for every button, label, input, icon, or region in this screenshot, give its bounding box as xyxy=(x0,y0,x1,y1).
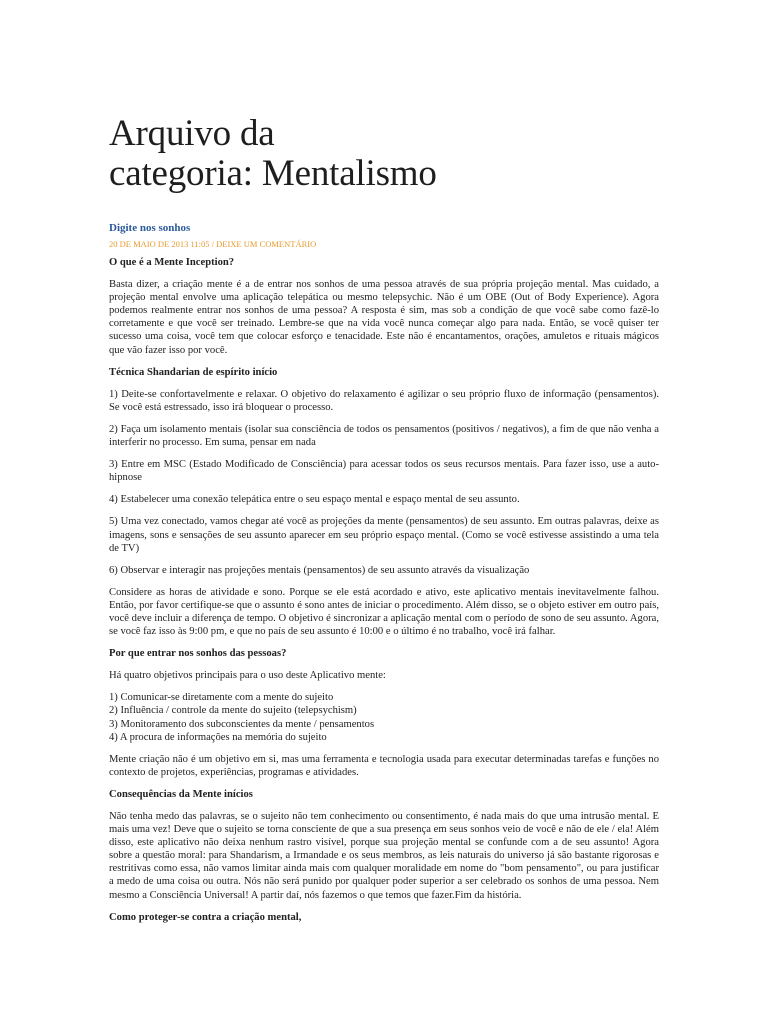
section-heading: O que é a Mente Inception? xyxy=(109,257,235,268)
step-1: 1) Deite-se confortavelmente e relaxar. O objetivo do relaxamento é agilizar o seu próprio fluxo de informação (pensamentos). Se você está estressado, isso irá bloquear o processo. xyxy=(109,388,659,413)
paragraph: Basta dizer, a criação mente é a de entrar nos sonhos de uma pessoa através de sua própria projeção mental. Mas cuidado, a projeção mental envolve uma aplicação telepática ou mesmo telepsychic. Não é um OBE (Out of Body Experience). Agora podemos realmente entrar nos sonhos de uma pessoa? A resposta é sim, mas sob a condição de que você sabe como fazê-lo corretamente e que você ser treinado. Lembre-se que na vida você nunca começar algo para nada. Então, se você quiser ter sucesso uma coisa, você tem que colocar esforço e tenacidade. Este não é encantamentos, orações, amuletos e rituais mágicos que vão fazer isso por você. xyxy=(109,279,659,356)
post-title-link[interactable]: Digite nos sonhos xyxy=(109,222,191,234)
list-item: 2) Influência / controle da mente do sujeito (telepsychism) xyxy=(109,705,357,717)
step-4: 4) Estabelecer uma conexão telepática entre o seu espaço mental e espaço mental de seu assunto. xyxy=(109,494,520,506)
paragraph: Considere as horas de atividade e sono. Porque se ele está acordado e ativo, este aplicativo mentais inevitavelmente falhou. Então, por favor certifique-se que o assunto é sono antes de iniciar o procedimento. Além disso, se o objeto estiver em outro país, você deve incluir a diferença de tempo. O objetivo é sincronizar a aplicação mental com o período de sono de seu assunto. Agora, se você faz isso às 9:00 pm, e que no país de seu assunto é 10:00 e o último é no trabalho, você irá falhar. xyxy=(109,586,659,638)
paragraph: Mente criação não é um objetivo em si, mas uma ferramenta e tecnologia usada para executar determinadas tarefas e funções no contexto de projetos, experiências, programas e atividades. xyxy=(109,753,659,778)
post-meta xyxy=(109,239,316,249)
meta-separator: / xyxy=(209,239,217,249)
paragraph: Há quatro objetivos principais para o uso deste Aplicativo mente: xyxy=(109,670,386,682)
objectives-list xyxy=(109,691,659,743)
step-5: 5) Uma vez conectado, vamos chegar até você as projeções da mente (pensamentos) de seu assunto. Em outras palavras, deixe as imagens, sons e sensações de seu assunto aparecer em seu próprio espaço mental. (Como se você estivesse assistindo a uma tela de TV) xyxy=(109,516,659,554)
leave-comment-link[interactable]: DEIXE UM COMENTÁRIO xyxy=(216,239,317,249)
post-content xyxy=(109,256,659,933)
section-heading: Por que entrar nos sonhos das pessoas? xyxy=(109,648,287,660)
archive-title-line1: Arquivo da xyxy=(109,113,275,154)
list-item: 3) Monitoramento dos subconscientes da mente / pensamentos xyxy=(109,718,375,730)
step-3: 3) Entre em MSC (Estado Modificado de Consciência) para acessar todos os seus recursos mentais. Para fazer isso, use a auto-hipnose xyxy=(109,459,659,484)
step-2: 2) Faça um isolamento mentais (isolar sua consciência de todos os pensamentos (positivos / negativos), a fim de que não venha a interferir no processo. Em suma, pensar em nada xyxy=(109,423,659,449)
section-heading: Como proteger-se contra a criação mental, xyxy=(109,911,302,923)
archive-title-line2: categoria: Mentalismo xyxy=(109,153,437,194)
step-6: 6) Observar e interagir nas projeções mentais (pensamentos) de seu assunto através da visualização xyxy=(109,564,530,576)
paragraph: Não tenha medo das palavras, se o sujeito não tem conhecimento ou consentimento, é nada mais do que uma intrusão mental. E mais uma vez! Deve que o sujeito se torna consciente de que a sua presença em seus sonhos veio de você e não de ele / ela! Além disso, este aplicativo não deixa nenhum rastro visível, porque sua projeção mental se confunde com a de seu assunto! Agora sobre a questão moral: para Shandarism, a Irmandade e os seus membros, as leis naturais do universo já são bastante rigorosas e restritivas como essa, não vamos limitar ainda mais com qualquer moralidade em nome do "bom pensamento", ou para justificar a medo de uma coisa ou outra. Nós não será punido por qualquer poder superior a ser celebrado os sonhos de uma pessoa. Nem mesmo a Consciência Universal! A partir daí, nós fazemos o que temos que fazer.Fim da história. xyxy=(109,811,659,901)
archive-title xyxy=(109,114,669,194)
post-date-link[interactable]: 20 DE MAIO DE 2013 11:05 xyxy=(109,239,210,249)
section-heading: Consequências da Mente inícios xyxy=(109,788,253,800)
list-item: 4) A procura de informações na memória do sujeito xyxy=(109,731,327,743)
section-heading: Técnica Shandarian de espírito início xyxy=(109,366,278,378)
list-item: 1) Comunicar-se diretamente com a mente do sujeito xyxy=(109,692,334,704)
